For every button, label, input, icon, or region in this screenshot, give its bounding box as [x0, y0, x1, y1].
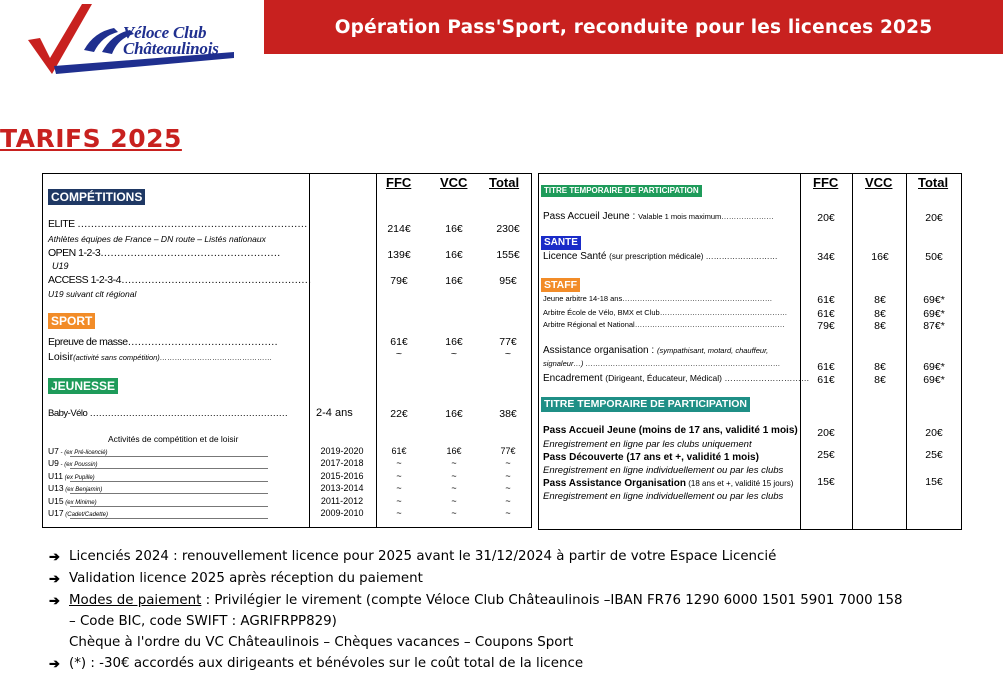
masse-ffc: 61€ — [390, 336, 408, 348]
sante-ffc: 34€ — [817, 251, 835, 263]
assistance-sub2: signaleur…) …………………………………………………………………… — [543, 359, 781, 368]
youth-ffc: ~ — [396, 495, 402, 506]
masse-vcc: 16€ — [445, 336, 463, 348]
loisir-vcc: ~ — [450, 348, 458, 360]
pass-decouverte-sub: Enregistrement en ligne individuellement ou par les clubs — [543, 465, 784, 476]
elite-sub: Athlètes équipes de France – DN route – Listés nationaux — [48, 234, 266, 244]
note-paiement-line2: – Code BIC, code SWIFT : AGRIFRPP829) — [69, 614, 337, 629]
dotted-leader — [70, 481, 268, 482]
youth-ffc: ~ — [396, 470, 402, 481]
sante-total: 50€ — [925, 251, 943, 263]
babyvelo-ffc: 22€ — [390, 408, 408, 420]
youth-years: 2019-2020 — [320, 446, 364, 456]
babyvelo-vcc: 16€ — [445, 408, 463, 420]
encadrement-label: Encadrement (Dirigeant, Éducateur, Médical) ………………………… — [543, 373, 810, 384]
youth-vcc: ~ — [451, 470, 457, 481]
youth-ffc: ~ — [396, 508, 402, 518]
assistance-label: Assistance organisation : (sympathisant, motard, chauffeur, — [543, 345, 769, 356]
assistance-ffc: 61€ — [817, 361, 835, 373]
encadrement-total: 69€* — [923, 374, 945, 386]
right-col-total: Total — [918, 175, 949, 190]
dotted-leader — [70, 506, 268, 507]
youth-ffc: 61€ — [391, 446, 407, 456]
access-ffc: 79€ — [390, 275, 408, 287]
youth-vcc: ~ — [451, 458, 457, 469]
babyvelo-age: 2-4 ans — [316, 407, 353, 419]
pass-assistance-total: 15€ — [925, 476, 943, 488]
pass-assistance-label: Pass Assistance Organisation (18 ans et +, validité 15 jours) — [543, 478, 794, 489]
dotted-leader — [70, 493, 268, 494]
youth-total: ~ — [505, 470, 511, 481]
activites-heading: Activités de compétition et de loisir — [108, 434, 239, 444]
masse-total: 77€ — [499, 336, 517, 348]
staff-label: Arbitre École de Vélo, BMX et Club…………………………………………… — [543, 308, 788, 317]
open-vcc: 16€ — [445, 249, 463, 261]
pass-assistance-ffc: 15€ — [817, 476, 835, 488]
tag-jeunesse: JEUNESSE — [48, 378, 118, 394]
staff-ffc: 61€ — [817, 308, 835, 320]
youth-total: ~ — [505, 508, 511, 518]
youth-years: 2013-2014 — [320, 483, 364, 494]
assistance-vcc: 8€ — [874, 361, 886, 373]
staff-total: 87€* — [923, 320, 945, 332]
youth-vcc: 16€ — [446, 446, 462, 456]
masse-label: Epreuve de masse……………………………………… — [48, 336, 278, 348]
note-reduction: (*) : -30€ accordés aux dirigeants et bénévoles sur le coût total de la licence — [69, 656, 584, 671]
arrow-icon: ➔ — [49, 593, 60, 608]
youth-category: U13 (ex Benjamin) — [48, 483, 103, 494]
pass-assistance-sub: Enregistrement en ligne individuellement ou par les clubs — [543, 491, 784, 502]
right-col-vcc: VCC — [865, 175, 893, 190]
logo-line1: Véloce Club — [123, 23, 207, 42]
club-logo — [24, 2, 244, 82]
pass-accueil-ffc: 20€ — [817, 212, 835, 224]
pass-decouverte-total: 25€ — [925, 449, 943, 461]
note-paiement-line3: Chèque à l'ordre du VC Châteaulinois – Chèques vacances – Coupons Sport — [69, 635, 574, 650]
note-renouvellement: Licenciés 2024 : renouvellement licence pour 2025 avant le 31/12/2024 à partir de votre Espace Licencié — [69, 549, 777, 564]
pass-decouverte-label: Pass Découverte (17 ans et +, validité 1 mois) — [543, 452, 759, 463]
note-paiement: Modes de paiement : Privilégier le virement (compte Véloce Club Châteaulinois –IBAN FR76 1290 6000 1501 5901 7000 158 — [69, 593, 903, 608]
tag-titre-temporaire: TITRE TEMPORAIRE DE PARTICIPATION — [541, 185, 702, 197]
youth-category: U9 - (ex Poussin) — [48, 458, 98, 469]
youth-vcc: ~ — [451, 483, 457, 494]
left-col-total: Total — [489, 175, 520, 190]
elite-label: ELITE …………………………………………………………… — [48, 218, 308, 230]
dotted-leader — [70, 468, 268, 469]
arrow-icon: ➔ — [49, 571, 60, 586]
staff-ffc: 61€ — [817, 294, 835, 306]
staff-total: 69€* — [923, 308, 945, 320]
arrow-icon: ➔ — [49, 549, 60, 564]
page-title: TARIFS 2025 — [0, 124, 182, 153]
elite-vcc: 16€ — [445, 223, 463, 235]
note-validation: Validation licence 2025 après réception du paiement — [69, 571, 423, 586]
header-banner: Opération Pass'Sport, reconduite pour les licences 2025 — [264, 0, 1003, 54]
licence-sante: Licence Santé (sur prescription médicale) ……………………… — [543, 251, 778, 262]
encadrement-vcc: 8€ — [874, 374, 886, 386]
youth-category: U15 (ex Minime) — [48, 495, 97, 506]
left-col-ffc: FFC — [386, 175, 412, 190]
youth-years: 2011-2012 — [320, 495, 364, 506]
arrow-icon: ➔ — [49, 656, 60, 671]
elite-total: 230€ — [496, 223, 520, 235]
dotted-leader — [70, 518, 268, 519]
tag-staff: STAFF — [541, 278, 580, 292]
youth-total: ~ — [505, 495, 511, 506]
youth-years: 2009-2010 — [320, 508, 364, 518]
elite-ffc: 214€ — [387, 223, 411, 235]
babyvelo-label: Baby-Vélo ………………………………………………………… — [48, 408, 288, 419]
babyvelo-total: 38€ — [499, 408, 517, 420]
staff-total: 69€* — [923, 294, 945, 306]
access-label: ACCESS 1-2-3-4………………………………………………… — [48, 274, 311, 286]
loisir-total: ~ — [504, 348, 512, 360]
pass-accueil: Pass Accueil Jeune : Valable 1 mois maximum………………… — [543, 211, 774, 222]
assistance-total: 69€* — [923, 361, 945, 373]
youth-years: 2017-2018 — [320, 458, 364, 469]
staff-vcc: 8€ — [874, 308, 886, 320]
youth-vcc: ~ — [451, 508, 457, 518]
staff-label: Jeune arbitre 14-18 ans…………………………………………………… — [543, 294, 773, 303]
loisir-label: Loisir(activité sans compétition)……………………………………… — [48, 351, 273, 363]
pa-jeune-label: Pass Accueil Jeune (moins de 17 ans, validité 1 mois) — [543, 425, 798, 436]
staff-ffc: 79€ — [817, 320, 835, 332]
youth-category: U11 (ex Pupille) — [48, 470, 95, 481]
pass-decouverte-ffc: 25€ — [817, 449, 835, 461]
youth-ffc: ~ — [396, 458, 402, 469]
staff-vcc: 8€ — [874, 320, 886, 332]
youth-category: U7 - (ex Pré-licencié) — [48, 446, 108, 456]
open-label: OPEN 1-2-3……………………………………………… — [48, 247, 281, 259]
logo-line2: Châteaulinois — [123, 39, 219, 58]
loisir-ffc: ~ — [395, 348, 403, 360]
tag-titre-temporaire-2: TITRE TEMPORAIRE DE PARTICIPATION — [541, 397, 750, 412]
sante-vcc: 16€ — [871, 251, 889, 263]
encadrement-ffc: 61€ — [817, 374, 835, 386]
youth-ffc: ~ — [396, 483, 402, 494]
youth-vcc: ~ — [451, 495, 457, 506]
staff-vcc: 8€ — [874, 294, 886, 306]
youth-total: ~ — [505, 458, 511, 469]
tag-sante: SANTE — [541, 236, 581, 250]
right-col-ffc: FFC — [813, 175, 839, 190]
youth-total: 77€ — [500, 446, 516, 456]
dotted-leader — [70, 456, 268, 457]
left-col-vcc: VCC — [440, 175, 468, 190]
access-total: 95€ — [499, 275, 517, 287]
pass-accueil-total: 20€ — [925, 212, 943, 224]
youth-category: U17 (Cadet/Cadette) — [48, 508, 108, 518]
youth-total: ~ — [505, 483, 511, 494]
access-vcc: 16€ — [445, 275, 463, 287]
youth-years: 2015-2016 — [320, 470, 364, 481]
open-sub: U19 — [52, 261, 69, 271]
open-ffc: 139€ — [387, 249, 411, 261]
tag-competitions: COMPÉTITIONS — [48, 189, 145, 205]
tag-sport: SPORT — [48, 313, 95, 329]
pa-jeune-sub: Enregistrement en ligne par les clubs uniquement — [543, 439, 752, 450]
staff-label: Arbitre Régional et National…………………………………………………… — [543, 320, 785, 329]
pa-jeune-total: 20€ — [925, 427, 943, 439]
open-total: 155€ — [496, 249, 520, 261]
access-sub: U19 suivant clt régional — [48, 289, 137, 299]
pa-jeune-ffc: 20€ — [817, 427, 835, 439]
